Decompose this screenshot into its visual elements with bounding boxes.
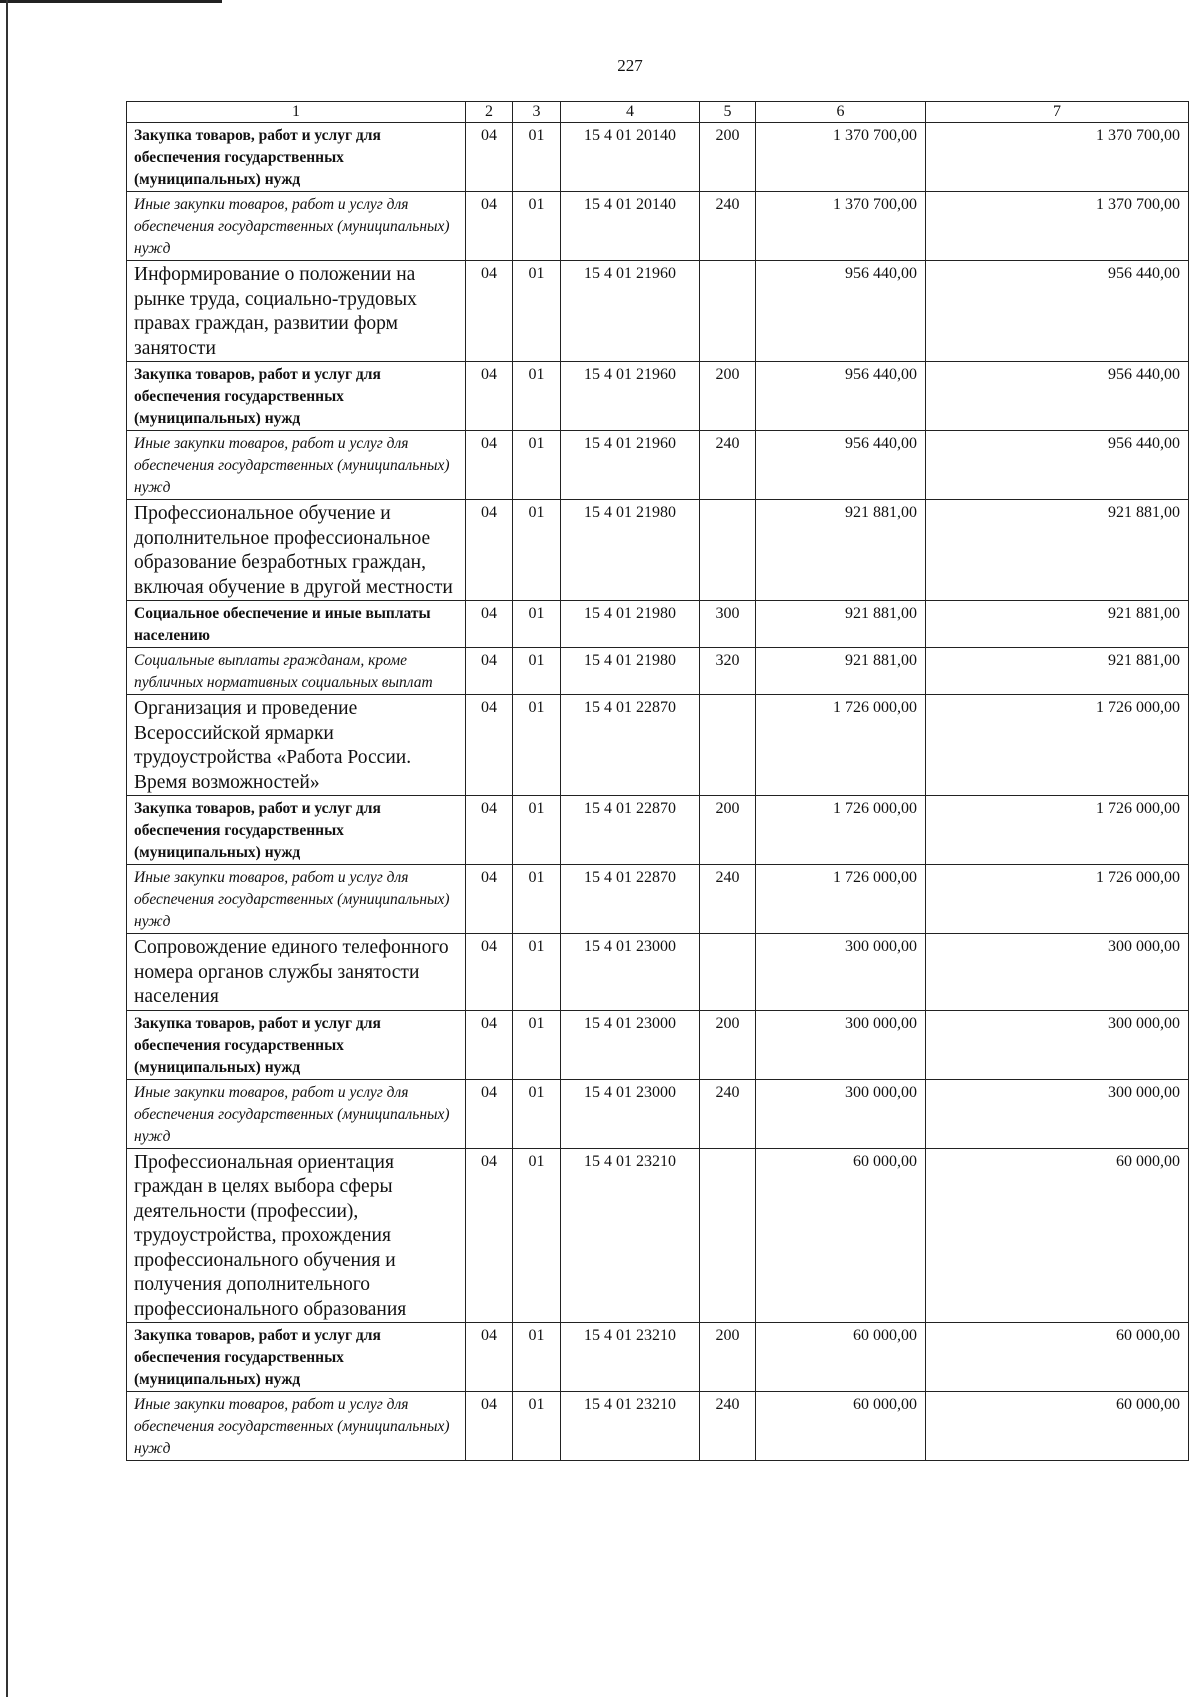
amount-year-1-cell: 921 881,00	[756, 601, 926, 648]
target-article-cell: 15 4 01 21960	[561, 261, 700, 362]
section-code-cell: 04	[466, 362, 513, 431]
target-article-cell: 15 4 01 21960	[561, 431, 700, 500]
scan-edge-top	[0, 0, 222, 3]
amount-year-1-cell: 921 881,00	[756, 500, 926, 601]
row-name-cell: Закупка товаров, работ и услуг для обеспечения государственных (муниципальных) нужд	[127, 1010, 466, 1079]
table-row	[127, 1079, 1189, 1148]
table-row	[127, 362, 1189, 431]
target-article-cell: 15 4 01 23210	[561, 1323, 700, 1392]
subsection-code-cell: 01	[513, 192, 561, 261]
amount-year-1-cell: 60 000,00	[756, 1323, 926, 1392]
amount-year-2-cell: 1 726 000,00	[926, 796, 1189, 865]
section-code-cell: 04	[466, 1323, 513, 1392]
target-article-cell: 15 4 01 21980	[561, 601, 700, 648]
subsection-code-cell: 01	[513, 1148, 561, 1323]
target-article-cell: 15 4 01 21980	[561, 648, 700, 695]
section-code-cell: 04	[466, 1010, 513, 1079]
expense-type-cell: 200	[700, 796, 756, 865]
expense-type-cell: 300	[700, 601, 756, 648]
subsection-code-cell: 01	[513, 261, 561, 362]
amount-year-1-cell: 956 440,00	[756, 431, 926, 500]
row-name-cell: Закупка товаров, работ и услуг для обеспечения государственных (муниципальных) нужд	[127, 1323, 466, 1392]
table-row	[127, 601, 1189, 648]
amount-year-2-cell: 1 726 000,00	[926, 865, 1189, 934]
expense-type-cell: 200	[700, 123, 756, 192]
expense-type-cell: 320	[700, 648, 756, 695]
row-name-cell: Закупка товаров, работ и услуг для обеспечения государственных (муниципальных) нужд	[127, 796, 466, 865]
subsection-code-cell: 01	[513, 648, 561, 695]
amount-year-2-cell: 60 000,00	[926, 1148, 1189, 1323]
subsection-code-cell: 01	[513, 601, 561, 648]
target-article-cell: 15 4 01 21960	[561, 362, 700, 431]
subsection-code-cell: 01	[513, 796, 561, 865]
expense-type-cell	[700, 934, 756, 1011]
expense-type-cell	[700, 261, 756, 362]
table-row	[127, 431, 1189, 500]
section-code-cell: 04	[466, 1148, 513, 1323]
amount-year-2-cell: 1 370 700,00	[926, 123, 1189, 192]
row-name-cell: Профессиональное обучение и дополнительное профессиональное образование безработных граждан, включая обучение в другой местности	[127, 500, 466, 601]
amount-year-1-cell: 1 370 700,00	[756, 192, 926, 261]
target-article-cell: 15 4 01 22870	[561, 695, 700, 796]
amount-year-2-cell: 300 000,00	[926, 1079, 1189, 1148]
subsection-code-cell: 01	[513, 362, 561, 431]
header-col-3: 3	[513, 102, 561, 123]
section-code-cell: 04	[466, 601, 513, 648]
expense-type-cell	[700, 1148, 756, 1323]
table-row	[127, 261, 1189, 362]
expense-type-cell: 240	[700, 192, 756, 261]
section-code-cell: 04	[466, 934, 513, 1011]
table-row	[127, 796, 1189, 865]
header-col-7: 7	[926, 102, 1189, 123]
subsection-code-cell: 01	[513, 934, 561, 1011]
section-code-cell: 04	[466, 695, 513, 796]
row-name-cell: Закупка товаров, работ и услуг для обеспечения государственных (муниципальных) нужд	[127, 362, 466, 431]
expense-type-cell	[700, 500, 756, 601]
subsection-code-cell: 01	[513, 1323, 561, 1392]
section-code-cell: 04	[466, 261, 513, 362]
expense-type-cell: 240	[700, 1079, 756, 1148]
amount-year-1-cell: 300 000,00	[756, 1079, 926, 1148]
row-name-cell: Иные закупки товаров, работ и услуг для обеспечения государственных (муниципальных) нужд	[127, 865, 466, 934]
target-article-cell: 15 4 01 20140	[561, 192, 700, 261]
amount-year-2-cell: 956 440,00	[926, 362, 1189, 431]
table-row	[127, 695, 1189, 796]
expense-type-cell: 240	[700, 1392, 756, 1461]
row-name-cell: Социальное обеспечение и иные выплаты населению	[127, 601, 466, 648]
row-name-cell: Иные закупки товаров, работ и услуг для обеспечения государственных (муниципальных) нужд	[127, 1079, 466, 1148]
row-name-cell: Иные закупки товаров, работ и услуг для обеспечения государственных (муниципальных) нужд	[127, 1392, 466, 1461]
amount-year-1-cell: 1 726 000,00	[756, 695, 926, 796]
amount-year-2-cell: 1 726 000,00	[926, 695, 1189, 796]
amount-year-1-cell: 60 000,00	[756, 1148, 926, 1323]
target-article-cell: 15 4 01 22870	[561, 796, 700, 865]
amount-year-1-cell: 60 000,00	[756, 1392, 926, 1461]
section-code-cell: 04	[466, 865, 513, 934]
subsection-code-cell: 01	[513, 431, 561, 500]
subsection-code-cell: 01	[513, 1010, 561, 1079]
row-name-cell: Иные закупки товаров, работ и услуг для обеспечения государственных (муниципальных) нужд	[127, 431, 466, 500]
table-row	[127, 648, 1189, 695]
table-row	[127, 192, 1189, 261]
target-article-cell: 15 4 01 23210	[561, 1392, 700, 1461]
expense-type-cell: 200	[700, 1323, 756, 1392]
amount-year-2-cell: 1 370 700,00	[926, 192, 1189, 261]
budget-table	[126, 101, 1189, 1461]
section-code-cell: 04	[466, 1392, 513, 1461]
row-name-cell: Сопровождение единого телефонного номера органов службы занятости населения	[127, 934, 466, 1011]
row-name-cell: Информирование о положении на рынке труда, социально-трудовых правах граждан, развитии форм занятости	[127, 261, 466, 362]
subsection-code-cell: 01	[513, 1079, 561, 1148]
target-article-cell: 15 4 01 21980	[561, 500, 700, 601]
expense-type-cell: 240	[700, 865, 756, 934]
target-article-cell: 15 4 01 23000	[561, 934, 700, 1011]
amount-year-1-cell: 300 000,00	[756, 934, 926, 1011]
table-row	[127, 1010, 1189, 1079]
target-article-cell: 15 4 01 23000	[561, 1010, 700, 1079]
scan-edge-left	[6, 0, 8, 1697]
row-name-cell: Социальные выплаты гражданам, кроме публичных нормативных социальных выплат	[127, 648, 466, 695]
subsection-code-cell: 01	[513, 695, 561, 796]
amount-year-1-cell: 1 726 000,00	[756, 796, 926, 865]
target-article-cell: 15 4 01 23000	[561, 1079, 700, 1148]
section-code-cell: 04	[466, 192, 513, 261]
amount-year-2-cell: 956 440,00	[926, 431, 1189, 500]
target-article-cell: 15 4 01 22870	[561, 865, 700, 934]
table-row	[127, 1392, 1189, 1461]
table-header-row	[127, 102, 1189, 123]
amount-year-2-cell: 300 000,00	[926, 1010, 1189, 1079]
amount-year-1-cell: 300 000,00	[756, 1010, 926, 1079]
row-name-cell: Закупка товаров, работ и услуг для обеспечения государственных (муниципальных) нужд	[127, 123, 466, 192]
subsection-code-cell: 01	[513, 1392, 561, 1461]
table-row	[127, 1148, 1189, 1323]
section-code-cell: 04	[466, 123, 513, 192]
amount-year-2-cell: 60 000,00	[926, 1323, 1189, 1392]
amount-year-1-cell: 1 726 000,00	[756, 865, 926, 934]
amount-year-1-cell: 956 440,00	[756, 362, 926, 431]
table-row	[127, 865, 1189, 934]
target-article-cell: 15 4 01 23210	[561, 1148, 700, 1323]
page-number: 227	[617, 56, 643, 75]
subsection-code-cell: 01	[513, 500, 561, 601]
amount-year-1-cell: 1 370 700,00	[756, 123, 926, 192]
section-code-cell: 04	[466, 431, 513, 500]
table-row	[127, 1323, 1189, 1392]
amount-year-2-cell: 60 000,00	[926, 1392, 1189, 1461]
section-code-cell: 04	[466, 1079, 513, 1148]
header-col-1: 1	[127, 102, 466, 123]
amount-year-2-cell: 921 881,00	[926, 601, 1189, 648]
header-col-4: 4	[561, 102, 700, 123]
amount-year-2-cell: 300 000,00	[926, 934, 1189, 1011]
amount-year-2-cell: 921 881,00	[926, 648, 1189, 695]
expense-type-cell: 240	[700, 431, 756, 500]
amount-year-2-cell: 921 881,00	[926, 500, 1189, 601]
section-code-cell: 04	[466, 500, 513, 601]
amount-year-2-cell: 956 440,00	[926, 261, 1189, 362]
table-row	[127, 934, 1189, 1011]
header-col-6: 6	[756, 102, 926, 123]
row-name-cell: Профессиональная ориентация граждан в целях выбора сферы деятельности (профессии), трудоустройства, прохождения профессионального обучения и получения дополнительного профессионального образования	[127, 1148, 466, 1323]
table-row	[127, 500, 1189, 601]
table-row	[127, 123, 1189, 192]
amount-year-1-cell: 956 440,00	[756, 261, 926, 362]
row-name-cell: Организация и проведение Всероссийской ярмарки трудоустройства «Работа России. Время возможностей»	[127, 695, 466, 796]
amount-year-1-cell: 921 881,00	[756, 648, 926, 695]
header-col-5: 5	[700, 102, 756, 123]
expense-type-cell: 200	[700, 1010, 756, 1079]
row-name-cell: Иные закупки товаров, работ и услуг для обеспечения государственных (муниципальных) нужд	[127, 192, 466, 261]
subsection-code-cell: 01	[513, 865, 561, 934]
section-code-cell: 04	[466, 796, 513, 865]
expense-type-cell: 200	[700, 362, 756, 431]
target-article-cell: 15 4 01 20140	[561, 123, 700, 192]
expense-type-cell	[700, 695, 756, 796]
section-code-cell: 04	[466, 648, 513, 695]
subsection-code-cell: 01	[513, 123, 561, 192]
header-col-2: 2	[466, 102, 513, 123]
